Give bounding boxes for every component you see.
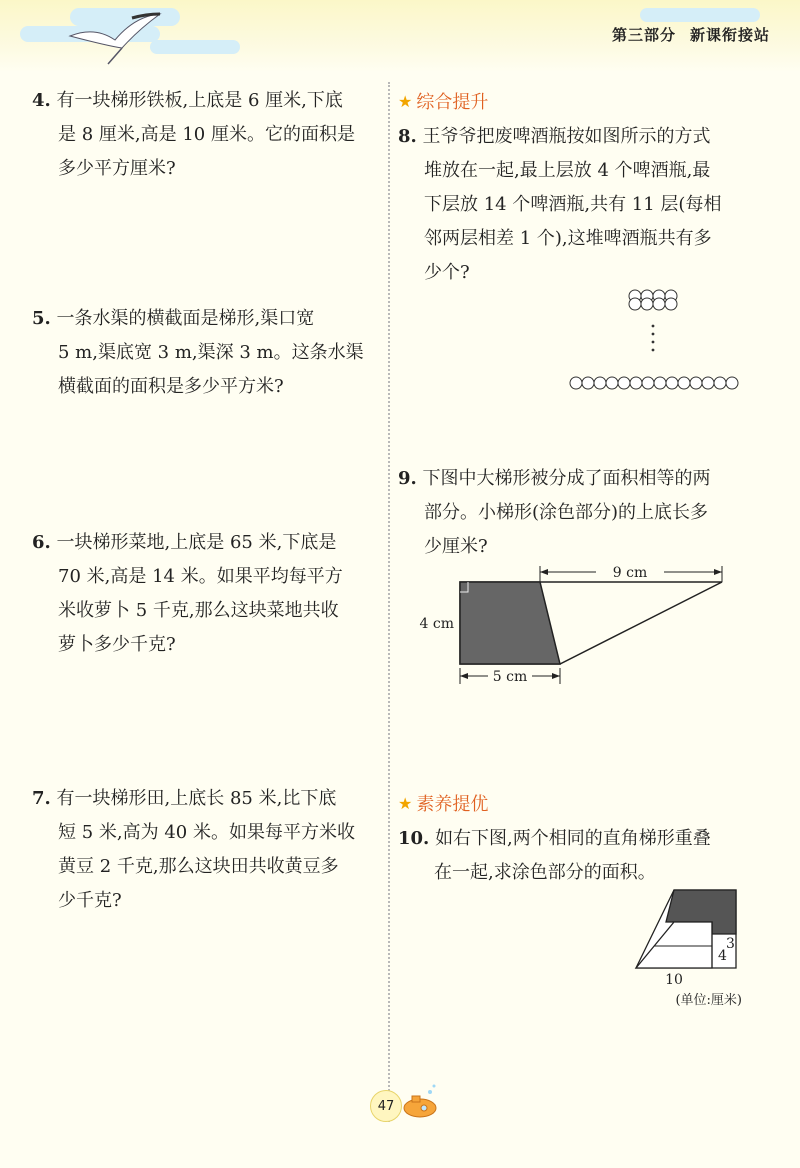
- problem-line: 有一块梯形铁板,上底是 6 厘米,下底: [56, 90, 343, 111]
- problem-line: 一条水渠的横截面是梯形,渠口宽: [56, 308, 315, 329]
- section-heading-literacy: [398, 790, 488, 816]
- problem-line: 多少平方厘米?: [58, 158, 176, 179]
- bottle-circle: [641, 298, 653, 310]
- bottle-circle: [726, 377, 738, 389]
- bottle-circle: [702, 377, 714, 389]
- column-divider: [388, 82, 390, 1122]
- problem-9: [398, 462, 758, 564]
- side-length-label: 4: [718, 948, 727, 964]
- problem-number: 5.: [32, 308, 51, 329]
- bottle-circle: [630, 377, 642, 389]
- height-label: 4 cm: [419, 616, 454, 632]
- bottle-circle: [665, 298, 677, 310]
- bottle-circle: [594, 377, 606, 389]
- problem-line: 堆放在一起,最上层放 4 个啤酒瓶,最: [424, 160, 711, 181]
- section-heading-text: 素养提优: [416, 794, 489, 815]
- problem-line: 横截面的面积是多少平方米?: [58, 376, 284, 397]
- bottle-circle: [642, 377, 654, 389]
- bottle-circle: [653, 298, 665, 310]
- problem-line: 是 8 厘米,高是 10 厘米。它的面积是: [58, 124, 355, 145]
- bottle-circle: [582, 377, 594, 389]
- bottle-circle: [678, 377, 690, 389]
- problem-line: 少千克?: [58, 890, 122, 911]
- problem-line: 邻两层相差 1 个),这堆啤酒瓶共有多: [424, 228, 712, 249]
- header-part: 第三部分: [611, 26, 676, 44]
- problem-line: 米收萝卜 5 千克,那么这块菜地共收: [58, 600, 339, 621]
- cloud-decoration: [640, 8, 760, 22]
- header-title: [612, 24, 770, 45]
- problem-8: [398, 120, 758, 290]
- bottom-length-label: 5 cm: [492, 669, 528, 685]
- bottle-ellipsis: [652, 325, 655, 352]
- bottle-circle: [606, 377, 618, 389]
- top-length-label: 9 cm: [612, 565, 648, 581]
- overlap-trapezoid-figure-10: [626, 884, 756, 1014]
- header-section-title: 新课衔接站: [689, 26, 770, 44]
- problem-line: 5 m,渠底宽 3 m,渠深 3 m。这条水渠: [58, 342, 364, 363]
- problem-6: [32, 526, 380, 662]
- bottle-stack-figure: [560, 282, 760, 402]
- problem-number: 9.: [398, 468, 417, 489]
- problem-line: 一块梯形菜地,上底是 65 米,下底是: [56, 532, 337, 553]
- problem-line: 下图中大梯形被分成了面积相等的两: [422, 468, 711, 489]
- shaded-trapezoid: [460, 582, 560, 664]
- bottle-circle: [666, 377, 678, 389]
- section-heading-comprehensive: [398, 88, 488, 114]
- problem-line: 少厘米?: [424, 536, 488, 557]
- bottle-circle: [714, 377, 726, 389]
- bottom-length-label: 10: [665, 972, 683, 988]
- problem-line: 如右下图,两个相同的直角梯形重叠: [435, 828, 711, 849]
- problem-line: 黄豆 2 千克,那么这块田共收黄豆多: [58, 856, 339, 877]
- bottle-circle: [629, 298, 641, 310]
- seagull-icon: [60, 6, 170, 70]
- problem-5: [32, 302, 380, 404]
- bottle-top-row: [629, 290, 677, 310]
- section-heading-text: 综合提升: [416, 92, 489, 113]
- star-icon: ★: [398, 91, 413, 111]
- problem-number: 8.: [398, 126, 417, 147]
- bottle-circle: [690, 377, 702, 389]
- star-icon: ★: [398, 793, 413, 813]
- problem-line: 在一起,求涂色部分的面积。: [434, 862, 656, 883]
- page-number: 47: [370, 1090, 402, 1122]
- bottle-circle: [570, 377, 582, 389]
- corner-length-label: 3: [726, 936, 735, 952]
- problem-line: 有一块梯形田,上底长 85 米,比下底: [56, 788, 337, 809]
- unit-note: (单位:厘米): [675, 993, 742, 1008]
- problem-line: 萝卜多少千克?: [58, 634, 176, 655]
- problem-line: 王爷爷把废啤酒瓶按如图所示的方式: [422, 126, 711, 147]
- bottle-bottom-row: [570, 377, 738, 389]
- problem-line: 下层放 14 个啤酒瓶,共有 11 层(每相: [424, 194, 722, 215]
- problem-line: 短 5 米,高为 40 米。如果每平方米收: [58, 822, 355, 843]
- problem-line: 少个?: [424, 262, 470, 283]
- trapezoid-figure-9: [406, 560, 736, 690]
- bottle-circle: [618, 377, 630, 389]
- problem-10: [398, 822, 758, 890]
- bottle-circle: [654, 377, 666, 389]
- problem-number: 4.: [32, 90, 51, 111]
- problem-4: [32, 84, 380, 186]
- problem-line: 70 米,高是 14 米。如果平均每平方: [58, 566, 343, 587]
- problem-7: [32, 782, 380, 918]
- problem-number: 10.: [398, 828, 430, 849]
- problem-line: 部分。小梯形(涂色部分)的上底长多: [424, 502, 709, 523]
- problem-number: 7.: [32, 788, 51, 809]
- submarine-icon: [398, 1082, 442, 1122]
- problem-number: 6.: [32, 532, 51, 553]
